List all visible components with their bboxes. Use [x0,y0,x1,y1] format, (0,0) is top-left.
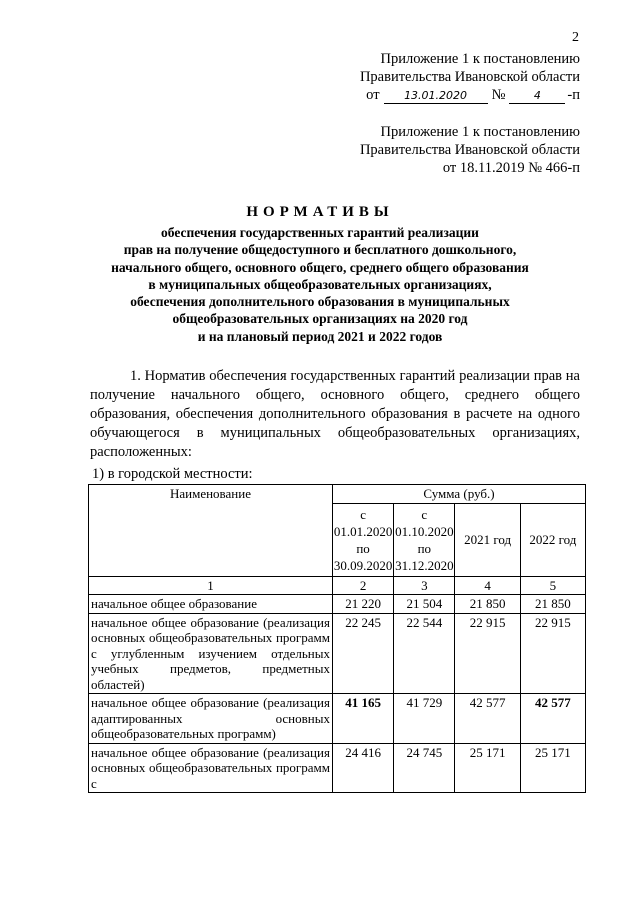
handwritten-date: 13.01.2020 [384,89,488,104]
header-sum: Сумма (руб.) [332,485,585,504]
subheading-urban: 1) в городской местности: [92,466,253,482]
subtitle-line: прав на получение общедоступного и бесплатного дошкольного, [123,242,517,258]
index-row: 1 2 3 4 5 [89,576,586,595]
subtitle-line: общеобразовательных организациях на 2020 год [172,311,468,327]
table-row: начальное общее образование (реализация адаптированных основных общеобразовательных программ) 41 165 41 729 42 577 42 577 [89,694,586,744]
appendix-current [340,50,580,104]
appendix-current-line1: Приложение 1 к постановлению [380,51,580,67]
table-row: начальное общее образование (реализация основных общеобразовательных программ с 24 416 24 745 25 171 25 171 [89,743,586,793]
table-header-row [89,485,586,504]
subtitle-line: обеспечения государственных гарантий реализации [161,225,479,240]
appendix-current-line2: Правительства Ивановской области [359,69,580,85]
handwritten-number: 4 [509,89,565,104]
appendix-current-signline [340,86,580,104]
page-number: 2 [572,30,579,45]
document-subtitle [60,224,580,345]
appendix-original-line2: Правительства Ивановской области [359,142,580,158]
header-period-1: с 01.01.2020 по 30.09.2020 [332,503,393,576]
subtitle-line: начального общего, основного общего, среднего общего образования [111,259,529,275]
header-name: Наименование [89,485,333,577]
subtitle-line: в муниципальных общеобразовательных организациях, [148,276,492,292]
table-row: начальное общее образование 21 220 21 504 21 850 21 850 [89,595,586,614]
appendix-original [340,123,580,177]
paragraph-1: 1. Норматив обеспечения государственных гарантий реализации прав на получение начального общего, основного общего, среднего общего образования, обеспечения дополнительного образования в расчете на одного обучающегося в муниципальных общеобразовательных организациях, расположенных: [90,368,580,460]
appendix-original-line1: Приложение 1 к постановлению [380,124,580,140]
header-year-2021: 2021 год [455,503,520,576]
from-label: от [366,87,380,103]
row-label: начальное общее образование (реализация основных общеобразовательных программ с [89,743,333,793]
row-label: начальное общее образование (реализация основных общеобразовательных программ с углубленным изучением отдельных учебных предметов, предметных областей) [89,613,333,694]
subtitle-line: обеспечения дополнительного образования в муниципальных [130,294,510,310]
table-row: начальное общее образование (реализация основных общеобразовательных программ с углубленным изучением отдельных учебных предметов, предметных областей) 22 245 22 544 22 915 22 915 [89,613,586,694]
header-year-2022: 2022 год [520,503,585,576]
appendix-original-line3: от 18.11.2019 № 466-п [442,160,580,176]
row-label: начальное общее образование (реализация адаптированных основных общеобразовательных программ) [89,694,333,744]
number-label: № [491,87,506,103]
header-period-2: с 01.10.2020 по 31.12.2020 [394,503,455,576]
norms-table [88,484,586,793]
document-title: НОРМАТИВЫ [246,204,394,220]
row-label: начальное общее образование [89,595,333,614]
subtitle-line: и на плановый период 2021 и 2022 годов [197,328,443,344]
number-suffix: -п [567,87,580,103]
